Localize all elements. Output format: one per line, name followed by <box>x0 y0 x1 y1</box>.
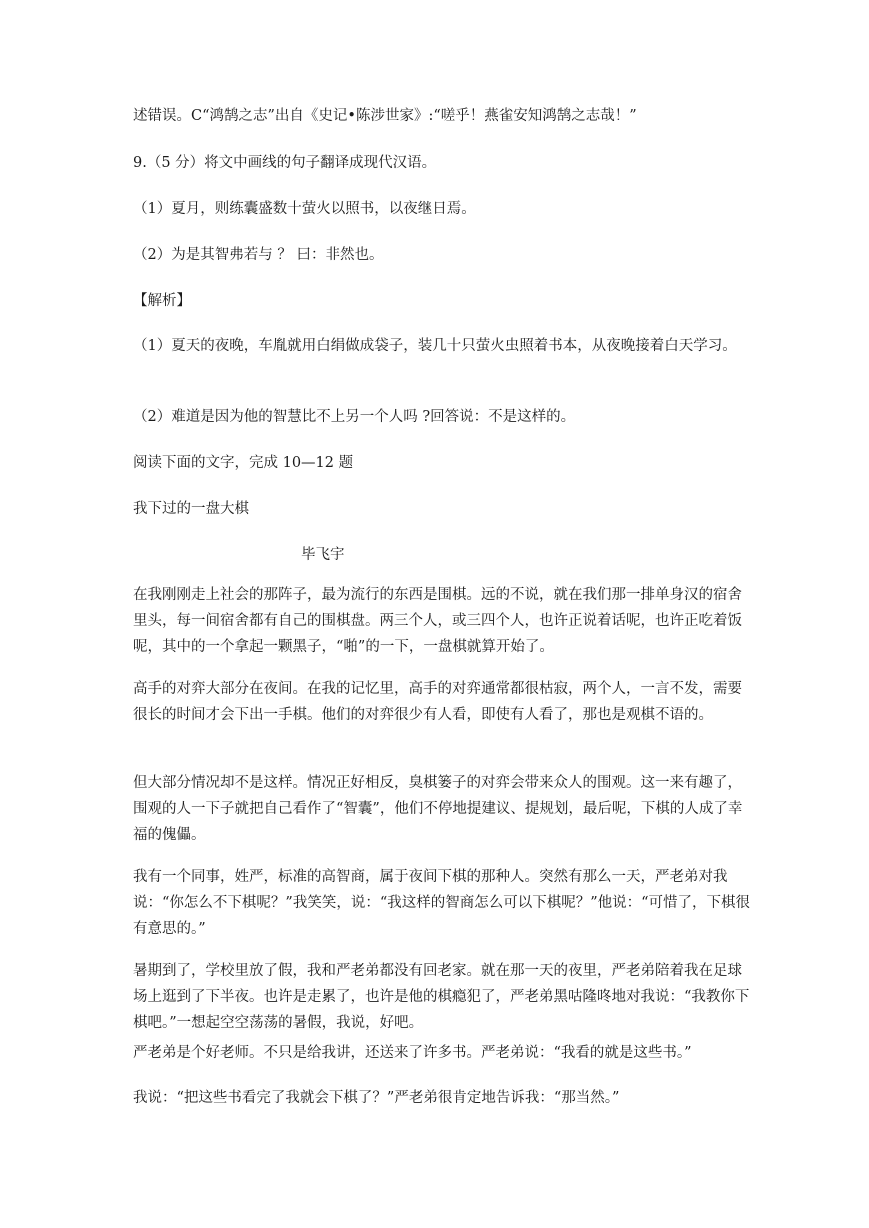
paragraph-1: 在我刚刚走上社会的那阵子，最为流行的东西是围棋。远的不说，就在我们那一排单身汉的宿舍里头，每一间宿舍都有自己的围棋盘。两三个人，或三四个人，也许正说着话呢，也许正吃着饭呢，其中的一个拿起一颗黑子，“啪”的一下，一盘棋就算开始了。 <box>133 587 742 655</box>
analysis-header: 【解析】 <box>133 293 191 309</box>
question-9-stem: 9.（5 分）将文中画线的句子翻译成现代汉语。 <box>133 155 437 171</box>
paragraph-7: 我说：“把这些书看完了我就会下棋了？”严老弟很肯定地告诉我：“那当然。” <box>133 1090 620 1106</box>
paragraph-2: 高手的对弈大部分在夜间。在我的记忆里，高手的对弈通常都很枯寂，两个人，一言不发，需要很长的时间才会下出一手棋。他们的对弈很少有人看，即使有人看了，那也是观棋不语的。 <box>133 681 742 723</box>
question-9-sentence-2: （2）为是其智弗若与 ？ 曰：非然也。 <box>133 247 384 263</box>
question-9-sentence-1: （1）夏月，则练囊盛数十萤火以照书，以夜继日焉。 <box>133 201 476 217</box>
answer-1: （1）夏天的夜晚，车胤就用白绢做成袋子，装几十只萤火虫照着书本，从夜晚接着白天学习。 <box>133 338 737 354</box>
paragraph-4: 我有一个同事，姓严，标准的高智商，属于夜间下棋的那种人。突然有那么一天，严老弟对我说：“你怎么不下棋呢？”我笑笑，说：“我这样的智商怎么可以下棋呢？”他说：“可惜了，下棋很有意思的。” <box>133 869 751 937</box>
reading-intro: 阅读下面的文字，完成 10—12 题 <box>133 455 354 471</box>
paragraph-6: 严老弟是个好老师。不只是给我讲，还送来了许多书。严老弟说：“我看的就是这些书。” <box>133 1045 692 1061</box>
answer-2: （2）难道是因为他的智慧比不上另一个人吗 ?回答说：不是这样的。 <box>133 409 576 425</box>
paragraph-5: 暑期到了，学校里放了假，我和严老弟都没有回老家。就在那一天的夜里，严老弟陪着我在足球场上逛到了下半夜。也许是走累了，也许是他的棋瘾犯了，严老弟黑咕隆咚地对我说：“我教你下棋吧。”一想起空空荡荡的暑假，我说，好吧。 <box>133 963 750 1031</box>
article-title: 我下过的一盘大棋 <box>133 501 249 517</box>
article-author: 毕飞宇 <box>301 547 345 563</box>
paragraph-3: 但大部分情况却不是这样。情况正好相反，臭棋篓子的对弈会带来众人的围观。这一来有趣了，围观的人一下子就把自己看作了“智囊”，他们不停地提建议、提规划，最后呢，下棋的人成了幸福的傀儡。 <box>133 775 743 843</box>
text-line-previous-answer: 述错误。C“鸿鹄之志”出自《史记•陈涉世家》:“嗟乎！燕雀安知鸿鹄之志哉！” <box>133 108 637 124</box>
